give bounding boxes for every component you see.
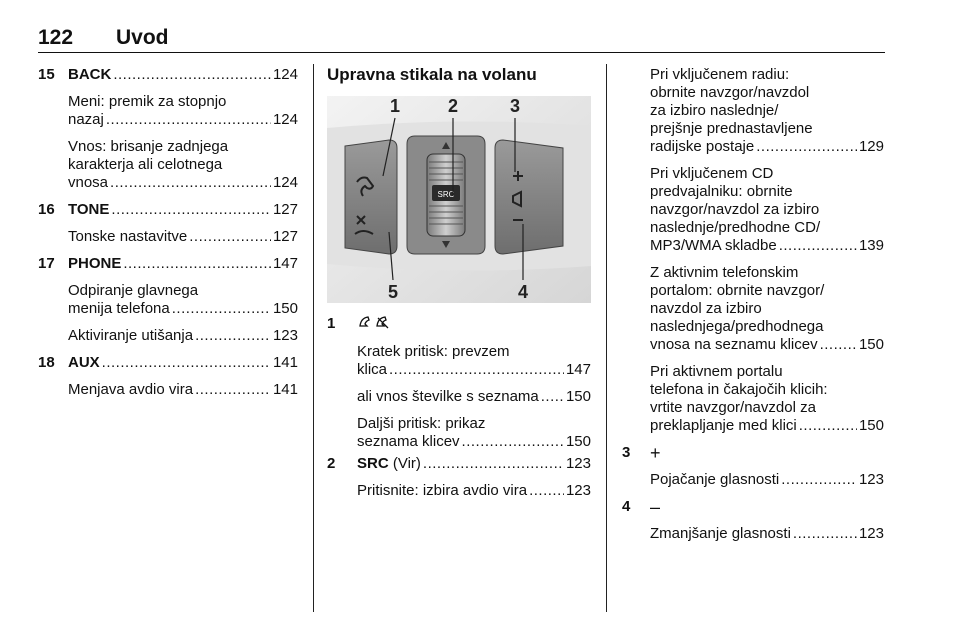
callout-4: 4 — [517, 282, 529, 302]
callout-1: 1 — [389, 96, 401, 116]
entry-number: 1 — [327, 315, 336, 332]
entry-1: 1 Kratek pritisk: prevzem klica ..... 147 ali vnos številke s seznama ..... 150 Daljši pritisk: prikaz seznama klicev ..... 150 — [327, 315, 591, 451]
entry-title: TONE — [68, 201, 110, 218]
entry-number: 16 — [38, 201, 55, 218]
column-divider — [606, 64, 607, 612]
entry-number: 2 — [327, 455, 336, 472]
page-ref: 147 — [565, 361, 591, 378]
entry-4: 4 – Zmanjšanje glasnosti ..... 123 — [622, 498, 884, 543]
callout-3: 3 — [509, 96, 521, 116]
page-ref: 124 — [272, 111, 298, 128]
entry-15: 15 BACK ..... 124 Meni: premik za stopnjo nazaj ..... 124 Vnos: brisanje zadnjega karakterja ali celotnega vnosa ..... 124 — [38, 66, 298, 192]
entry-number: 17 — [38, 255, 55, 272]
page-ref: 147 — [272, 255, 298, 272]
page-ref: 127 — [272, 201, 298, 218]
page-ref: 129 — [858, 138, 884, 155]
entry-title: AUX — [68, 354, 100, 371]
entry-number: 4 — [622, 498, 631, 515]
chapter-title: Uvod — [116, 26, 169, 49]
entry-number: 3 — [622, 444, 631, 461]
src-label: SRC — [437, 190, 455, 199]
page-ref: 123 — [565, 482, 591, 499]
page-ref: 123 — [272, 327, 298, 344]
page-ref: 123 — [858, 471, 884, 488]
section-title: Upravna stikala na volanu — [327, 65, 537, 84]
entry-3: 3 + Pojačanje glasnosti ..... 123 — [622, 444, 884, 489]
page-ref: 141 — [272, 354, 298, 371]
page-ref: 141 — [272, 381, 298, 398]
entry-number: 15 — [38, 66, 55, 83]
page-ref: 123 — [565, 455, 591, 472]
entry-title: PHONE — [68, 255, 122, 272]
page-ref: 150 — [858, 417, 884, 434]
column-right: Pri vključenem radiu: obrnite navzgor/navzdol za izbiro naslednje/ prejšnje prednastavljene radijske postaje ..... 129 Pri vključenem CD predvajalniku: obrnite navzgor/navzdol za izbiro naslednje/predhodne CD/ MP3/WMA skladbe ..... 139 Z aktivnim telefonskim portalom: obrnite navzgor/ navzdol za izbiro naslednjega/predhodnega vnosa na seznamu klicev ..... 150 Pri aktivnem portalu telefona in čakajočih klicih: vrtite navzgor/navzdol za preklapljanje med klici ..... 150 3 + Pojačanje glasnosti ..... 123 4 – Zmanjšanje glasnosti ..... 123 — [622, 66, 884, 543]
entry-18: 18 AUX ..... 141 Menjava avdio vira ..... 141 — [38, 354, 298, 399]
column-middle — [327, 66, 591, 500]
entry-2: 2 SRC (Vir) ..... 123 Pritisnite: izbira avdio vira ..... 123 — [327, 455, 591, 500]
column-left — [38, 66, 298, 399]
column-divider — [313, 64, 314, 612]
page-ref: 124 — [272, 66, 298, 83]
callout-5: 5 — [387, 282, 399, 302]
page-ref: 150 — [272, 300, 298, 317]
page-ref: 150 — [565, 433, 591, 450]
page-header — [38, 22, 885, 53]
page-ref: 150 — [565, 388, 591, 405]
plus-icon: + — [650, 443, 661, 463]
steering-wheel-controls-image — [327, 96, 591, 303]
page-ref: 124 — [272, 174, 298, 191]
callout-2: 2 — [447, 96, 459, 116]
entry-16: 16 TONE ..... 127 Tonske nastavitve ..... 127 — [38, 201, 298, 246]
page-ref: 139 — [858, 237, 884, 254]
entry-title: BACK — [68, 66, 112, 83]
page-ref: 127 — [272, 228, 298, 245]
page-ref: 150 — [858, 336, 884, 353]
phone-call-icon — [357, 315, 591, 334]
entry-title: SRC — [357, 455, 389, 472]
minus-icon: – — [650, 497, 661, 517]
page-number: 122 — [38, 26, 74, 49]
entry-number: 18 — [38, 354, 55, 371]
entry-17: 17 PHONE ..... 147 Odpiranje glavnega menija telefona ..... 150 Aktiviranje utišanja ..... 123 — [38, 255, 298, 345]
page-ref: 123 — [858, 525, 884, 542]
